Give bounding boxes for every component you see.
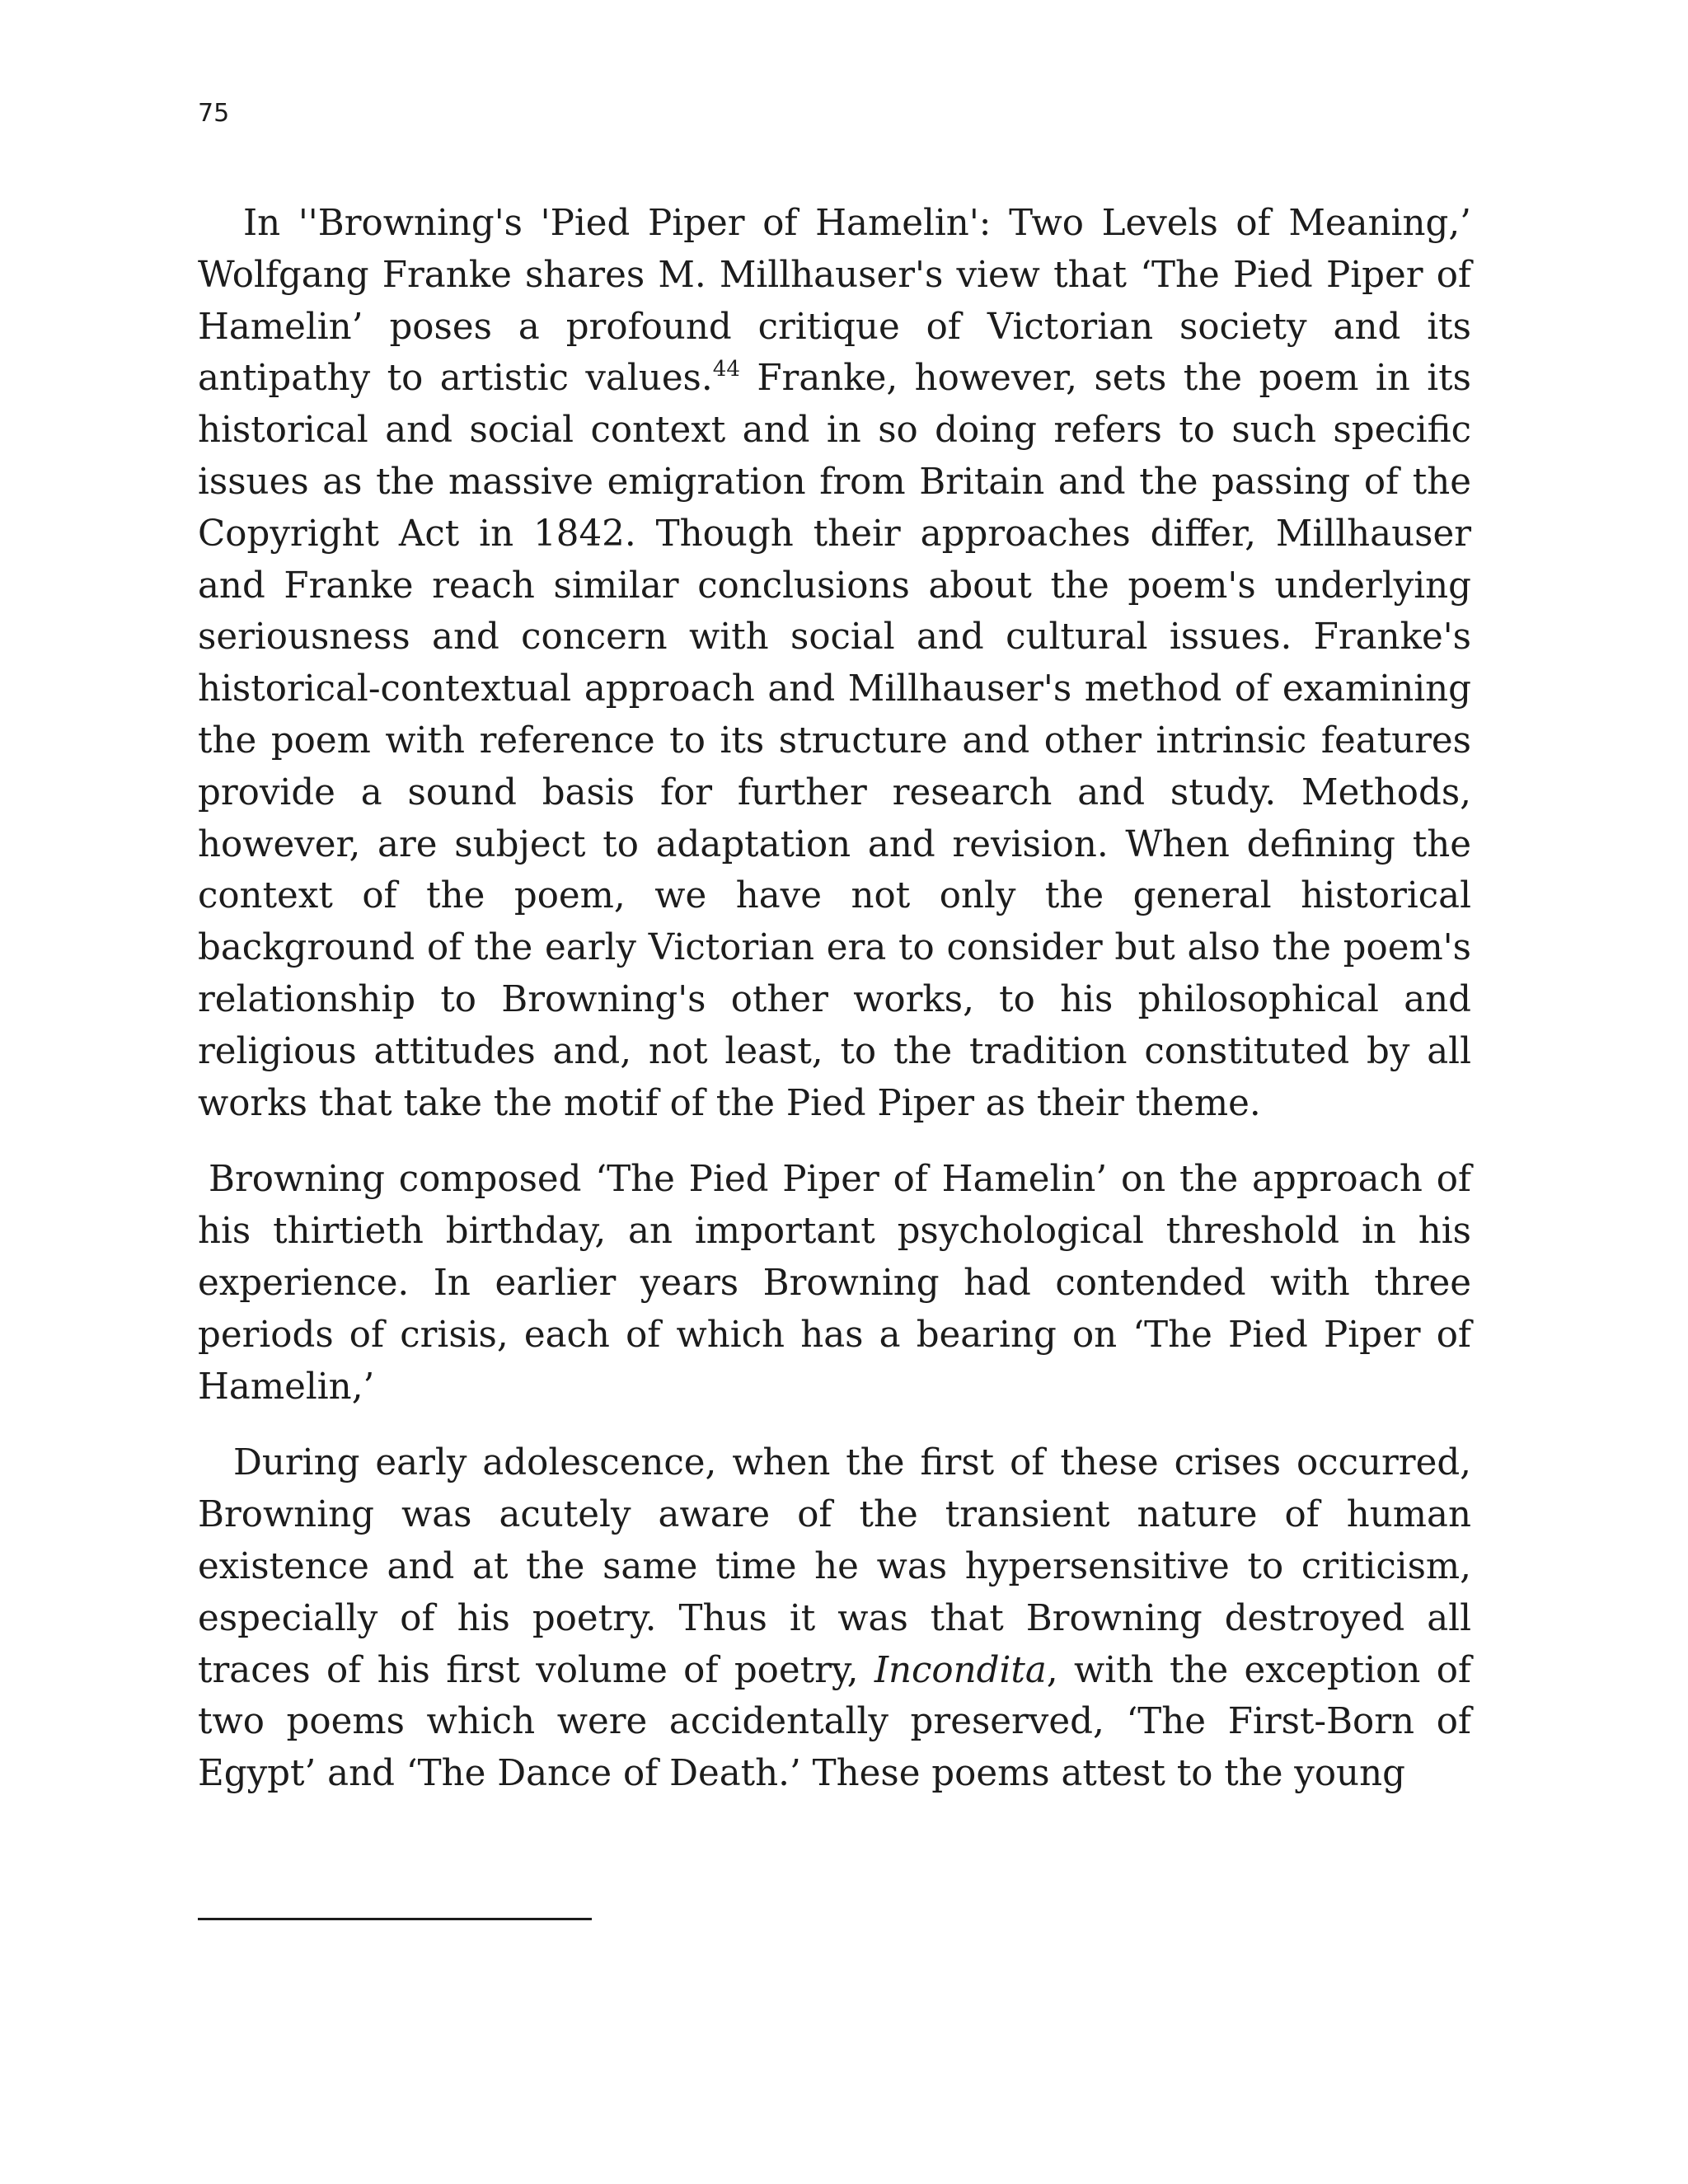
- paragraph-1-rest: Franke, however, sets the poem in its historical and social context and in so doing refers to such specific issues as the massive emigration from Britain and the passing of the Copyright Act in 1842. Though their approaches differ, Millhauser and Franke reach similar conclusions about the poem's underlying seriousness and concern with social and cultural issues. Franke's historical-contextual approach and Millhauser's method of examining the poem with reference to its structure and other intrinsic features provide a sound basis for further research and study. Methods, however, are subject to adaptation and revision. When defining the context of the poem, we have not only the general historical background of the early Victorian era to consider but also the poem's relationship to Browning's other works, to his philosophical and religious attitudes and, not least, to the tradition constituted by all works that take the motif of the Pied Piper as their theme.: [198, 358, 1471, 1124]
- body-text: [198, 198, 1471, 1800]
- book-title-incondita: Incondita: [874, 1649, 1047, 1691]
- paragraph-3: [198, 1437, 1471, 1800]
- footnote-rule: [198, 1918, 592, 1920]
- paragraph-3-rest: , with the exception of two poems which were accidentally preserved, ‘The First-Born of Egypt’ and ‘The Dance of Death.’ These poems attest to the young: [198, 1649, 1471, 1795]
- paragraph-1-lead: In ''Browning's 'Pied Piper of Hamelin': Two Levels of Meaning,’ Wolfgang Franke shares M. Millhauser's view that ‘The Pied Piper of Hamelin’ poses a profound critique of Victorian society and its antipathy to artistic values.: [198, 203, 1471, 400]
- paragraph-2: Browning composed ‘The Pied Piper of Hamelin’ on the approach of his thirtieth birthday, an important psychological threshold in his experience. In earlier years Browning had contended with three periods of crisis, each of which has a bearing on ‘The Pied Piper of Hamelin,’: [198, 1159, 1471, 1408]
- paragraph-3-lead: During early adolescence, when the first of these crises occurred, Browning was acutely aware of the transient nature of human existence and at the same time he was hypersensitive to criticism, especially of his poetry. Thus it was that Browning destroyed all traces of his first volume of poetry,: [198, 1442, 1471, 1691]
- paragraph-1: [198, 198, 1471, 1129]
- page-number: 75: [198, 99, 230, 128]
- footnote-reference: 44: [712, 357, 740, 382]
